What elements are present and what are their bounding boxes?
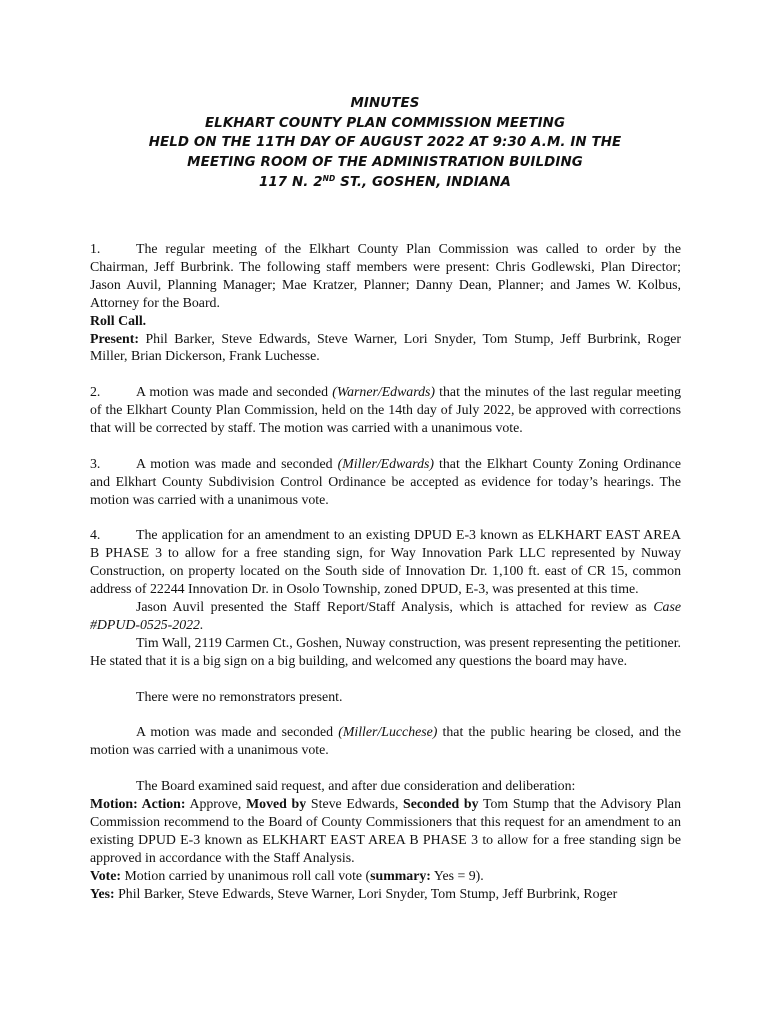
yes-votes-paragraph: Yes: Phil Barker, Steve Edwards, Steve Warner, Lori Snyder, Tom Stump, Jeff Burbrink, Roger bbox=[90, 885, 618, 901]
minutes-header bbox=[90, 94, 680, 193]
remonstrators-paragraph: There were no remonstrators present. bbox=[136, 688, 343, 704]
examined-paragraph: The Board examined said request, and after due consideration and deliberation: bbox=[136, 778, 576, 794]
staff-report-paragraph: Jason Auvil presented the Staff Report/Staff Analysis, which is attached for review as Case #DPUD-0525-2022. bbox=[90, 599, 681, 632]
roll-call-heading: Roll Call. bbox=[90, 312, 147, 328]
item-1-number: 1. bbox=[90, 241, 101, 256]
header-address: 117 N. 2ND ST., GOSHEN, INDIANA bbox=[258, 173, 512, 190]
item-3-number: 3. bbox=[90, 455, 101, 471]
item-2-number: 2. bbox=[90, 384, 101, 400]
close-hearing-paragraph: A motion was made and seconded (Miller/Lucchese) that the public hearing be closed, and the motion was carried with a unanimous vote. bbox=[90, 724, 681, 758]
motion-paragraph: Motion: Action: Approve, Moved by Steve Edwards, Seconded by Tom Stump that the Advisory Plan Commission recommend to the Board of County Commissioners that this request for an amendment to an existing DPUD E-3 known as ELKHART EAST AREA B PHASE 3 to allow for a free standing sign be approved in accordance with the Staff Analysis. bbox=[90, 796, 681, 865]
header-date: HELD ON THE 11TH DAY OF AUGUST 2022 AT 9:30 A.M. IN THE bbox=[148, 135, 622, 151]
header-title: MINUTES bbox=[350, 96, 420, 111]
item-4-number: 4. bbox=[90, 527, 101, 543]
present-members: Present: Phil Barker, Steve Edwards, Steve Warner, Lori Snyder, Tom Stump, Jeff Burbrink, Roger Miller, Brian Dickerson, Frank Luchesse. bbox=[90, 330, 681, 364]
petitioner-paragraph: Tim Wall, 2119 Carmen Ct., Goshen, Nuway construction, was present representing the petitioner. He stated that it is a big sign on a big building, and welcomed any questions the board may have. bbox=[90, 634, 681, 668]
item-1-paragraph: 1. The regular meeting of the Elkhart County Plan Commission was called to order by the Chairman, Jeff Burbrink. The following staff members were present: Chris Godlewski, Plan Director; Jason Auvil, Planning Manager; Mae Kratzer, Planner; Danny Dean, Planner; and James W. Kolbus, Attorney for the Board. bbox=[90, 241, 681, 310]
header-location: MEETING ROOM OF THE ADMINISTRATION BUILDING bbox=[187, 155, 583, 171]
header-commission: ELKHART COUNTY PLAN COMMISSION MEETING bbox=[204, 115, 566, 131]
vote-paragraph: Vote: Motion carried by unanimous roll call vote (summary: Yes = 9). bbox=[90, 867, 484, 883]
item-4-paragraph: 4. The application for an amendment to an existing DPUD E-3 known as ELKHART EAST AREA B PHASE 3 to allow for a free standing sign, for Way Innovation Park LLC represented by Nuway Construction, on property located on the South side of Innovation Dr. 1,100 ft. east of CR 15, common address of 22244 Innovation Dr. in Osolo Township, zoned DPUD, E-3, was presented at this time. bbox=[90, 527, 681, 597]
item-2-paragraph: 2. A motion was made and seconded (Warner/Edwards) that the minutes of the last regular meeting of the Elkhart County Plan Commission, held on the 14th day of July 2022, be approved with corrections that will be corrected by staff. The motion was carried with a unanimous vote. bbox=[90, 384, 681, 436]
item-3-paragraph: 3. A motion was made and seconded (Miller/Edwards) that the Elkhart County Zoning Ordinance and Elkhart County Subdivision Control Ordinance be accepted as evidence for today’s hearings. The motion was carried with a unanimous vote. bbox=[90, 455, 681, 507]
minutes-body bbox=[90, 240, 681, 902]
